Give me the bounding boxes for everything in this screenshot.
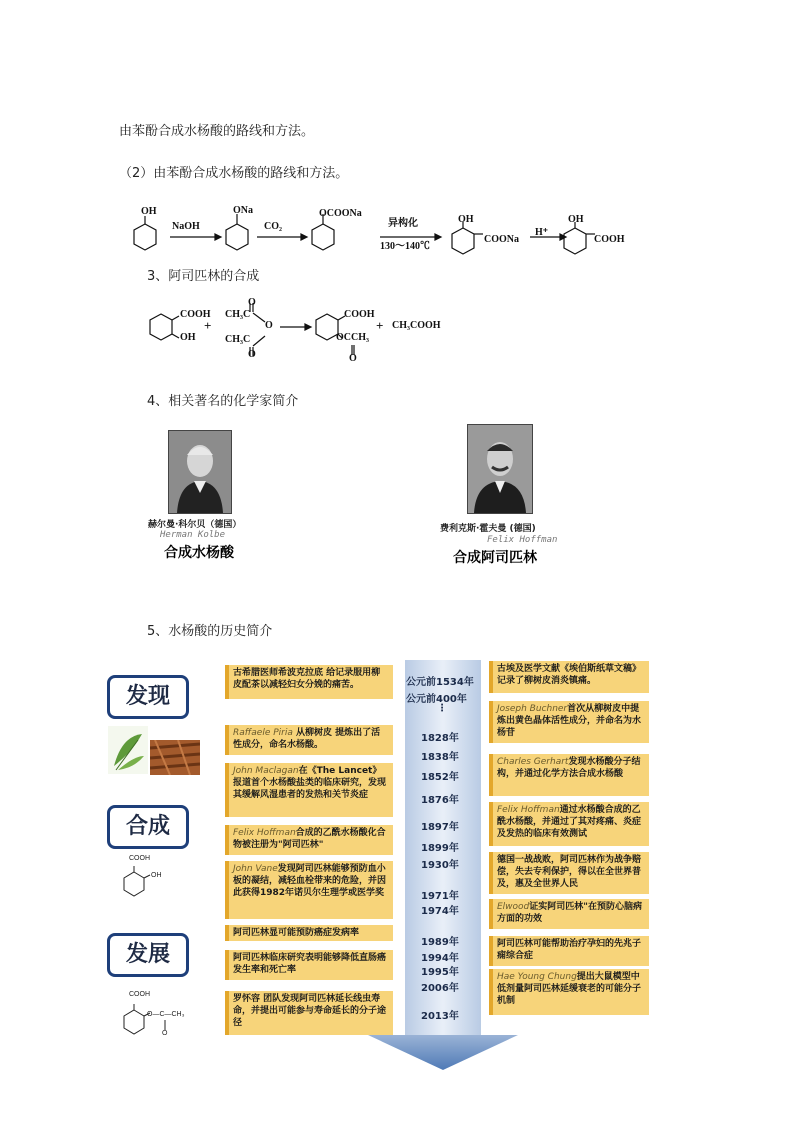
r2-plus-1: + (204, 318, 212, 333)
temperature-label: 130～140℃ (380, 241, 430, 252)
year-label: 1828年 (421, 733, 459, 744)
year-label: 1897年 (421, 822, 459, 833)
text-line-5: 5、水杨酸的历史简介 (147, 624, 273, 639)
r2-acetic-acid: CH₃COOH (392, 320, 441, 331)
aspirin-ester-label: O—C—CH₃ (147, 1011, 185, 1018)
benzene-ring-1 (134, 224, 156, 250)
kolbe-name-cn: 赫尔曼·科尔贝（德国） (148, 520, 242, 530)
event-en: Felix Hoffman (497, 805, 560, 815)
reagent-naoh: NaOH (172, 221, 200, 232)
salicylic-acid-structure (118, 858, 173, 903)
event-text: 合成的乙酰水杨酸化合物被注册为"阿司匹林" (233, 828, 386, 850)
event-text: 阿司匹林可能帮助治疗孕妇的先兆子痫综合症 (497, 939, 642, 961)
text-line-2: （2）由苯酚合成水杨酸的路线和方法。 (119, 166, 349, 181)
r2-aspirin-cooh: COOH (344, 309, 375, 320)
event-box-right (489, 661, 649, 693)
text-line-4: 4、相关著名的化学家简介 (147, 394, 299, 409)
event-box-left (225, 725, 393, 755)
hoffman-caption: 合成阿司匹林 (453, 550, 537, 566)
event-text: 在《The Lancet》报道首个水杨酸盐类的临床研究，发现其缓解风湿患者的发热和关节炎症 (233, 766, 387, 800)
ona-label: ONa (233, 205, 253, 216)
event-en: Charles Gerhart (497, 757, 569, 767)
history-timeline (103, 655, 663, 1075)
r2-ester-o: O (349, 353, 357, 364)
reagent-co2: CO₂ (264, 221, 282, 232)
section-discovery: 发现 (107, 675, 189, 719)
event-text: 证实阿司匹林"在预防心脑病方面的功效 (497, 902, 642, 924)
r2-bridge-o: O (265, 320, 273, 331)
event-text: 通过水杨酸合成的乙酰水杨酸，并通过了其对疼痛、炎症及发热的临床有效测试 (497, 805, 642, 839)
year-label: 1995年 (421, 967, 459, 978)
year-label: 公元前400年 (406, 694, 467, 705)
aspirin-ester-o: O (162, 1030, 168, 1037)
event-en: Hae Young Chung (497, 972, 577, 982)
year-label: 1930年 (421, 860, 459, 871)
reaction-1-scheme (125, 200, 635, 265)
kolbe-caption: 合成水杨酸 (164, 545, 234, 561)
event-box-right (489, 852, 649, 894)
event-box-left (225, 665, 393, 699)
event-text: 阿司匹林显可能预防癌症发病率 (233, 928, 360, 938)
event-text: 阿司匹林临床研究表明能够降低直肠癌发生率和死亡率 (233, 953, 387, 975)
event-box-left (225, 825, 393, 855)
event-text: 发现水杨酸分子结构，并通过化学方法合成水杨酸 (497, 757, 641, 779)
event-box-right (489, 936, 649, 966)
oh-label-2: OH (458, 214, 474, 225)
year-label: 1971年 (421, 891, 459, 902)
year-label: 1876年 (421, 795, 459, 806)
section-development: 发展 (107, 933, 189, 977)
year-label: 1852年 (421, 772, 459, 783)
event-box-right (489, 802, 649, 846)
event-text: 发现阿司匹林能够预防血小板的凝结，减轻血栓带来的危险，并因此获得1982年诺贝尔生理学或医学奖 (233, 864, 387, 898)
event-text: 德国一战战败，阿司匹林作为战争赔偿，失去专利保护，得以在全世界普及，惠及全世界人民 (497, 855, 642, 889)
cooh-label: COOH (594, 234, 625, 245)
hoffman-portrait-image (468, 425, 532, 513)
event-text: 从柳树皮 提炼出了活性成分，命名水杨酸。 (233, 728, 381, 750)
year-label: 1838年 (421, 752, 459, 763)
event-box-right (489, 754, 649, 796)
section-synthesis: 合成 (107, 805, 189, 849)
year-label: 1899年 (421, 843, 459, 854)
event-text: 提出大鼠模型中低剂量阿司匹林延缓衰老的可能分子机制 (497, 972, 642, 1006)
kolbe-name-en: Herman Kolbe (160, 530, 226, 540)
event-box-right (489, 899, 649, 929)
kolbe-portrait (168, 430, 232, 514)
reactant-oh-label: OH (141, 206, 157, 217)
acid-h-label: H⁺ (535, 227, 549, 238)
event-text: 古希腊医师希波克拉底 给记录服用柳皮配茶以减轻妇女分娩的痛苦。 (233, 668, 381, 690)
text-line-3: 3、阿司匹林的合成 (147, 269, 260, 284)
year-label: 2013年 (421, 1011, 459, 1022)
ocoona-label: OCOONa (319, 208, 362, 219)
event-en: Raffaele Piria (233, 728, 293, 738)
willow-leaf-image (108, 726, 148, 774)
event-box-right (489, 969, 649, 1015)
year-label: 1989年 (421, 937, 459, 948)
year-ellipsis: ⋮ (437, 703, 447, 714)
r2-ch3c-bot: CH₃C (225, 334, 251, 345)
event-box-left (225, 991, 393, 1035)
event-text: 罗怀容 团队发现阿司匹林延长线虫寿命，并提出可能参与寿命延长的分子途径 (233, 994, 387, 1028)
isomerization-label: 异构化 (388, 218, 418, 229)
r2-oh-label: OH (180, 332, 196, 343)
event-en: Joseph Buchner (497, 704, 568, 714)
hoffman-portrait (467, 424, 533, 514)
event-en: John Maclagan (233, 766, 299, 776)
r2-ch3c-top: CH₃C (225, 309, 251, 320)
event-en: Felix Hoffman (233, 828, 296, 838)
r2-o-top: O (248, 297, 256, 308)
event-en: John Vane (233, 864, 278, 874)
year-label: 1974年 (421, 906, 459, 917)
aspirin-cooh-label: COOH (129, 991, 150, 998)
event-en: Elwood (497, 902, 530, 912)
willow-bark-image (150, 740, 200, 775)
year-label: 公元前1534年 (406, 677, 474, 688)
kolbe-portrait-image (169, 431, 231, 513)
event-text: 首次从柳树皮中提炼出黄色晶体活性成分，并命名为水杨苷 (497, 704, 642, 738)
event-box-left (225, 861, 393, 919)
year-label: 2006年 (421, 983, 459, 994)
r2-aspirin-ester: OCCH₃ (336, 332, 369, 343)
event-text: 古埃及医学文献《埃伯斯纸草文稿》记录了柳树皮消炎镇痛。 (497, 664, 642, 686)
hoffman-name-cn: 费利克斯·霍夫曼 (德国) (440, 524, 536, 534)
text-line-1: 由苯酚合成水杨酸的路线和方法。 (119, 124, 315, 139)
r2-plus-2: + (376, 318, 384, 333)
event-box-right (489, 701, 649, 743)
icon-oh-label: OH (151, 872, 162, 879)
hoffman-name-en: Felix Hoffman (487, 535, 558, 545)
r2-o-bot: O (248, 349, 256, 360)
event-box-left (225, 950, 393, 980)
year-label: 1994年 (421, 953, 459, 964)
icon-cooh-label: COOH (129, 855, 150, 862)
r2-cooh-label: COOH (180, 309, 211, 320)
oh-label-3: OH (568, 214, 584, 225)
event-box-left (225, 763, 393, 817)
event-box-left (225, 925, 393, 941)
coona-label: COONa (484, 234, 519, 245)
